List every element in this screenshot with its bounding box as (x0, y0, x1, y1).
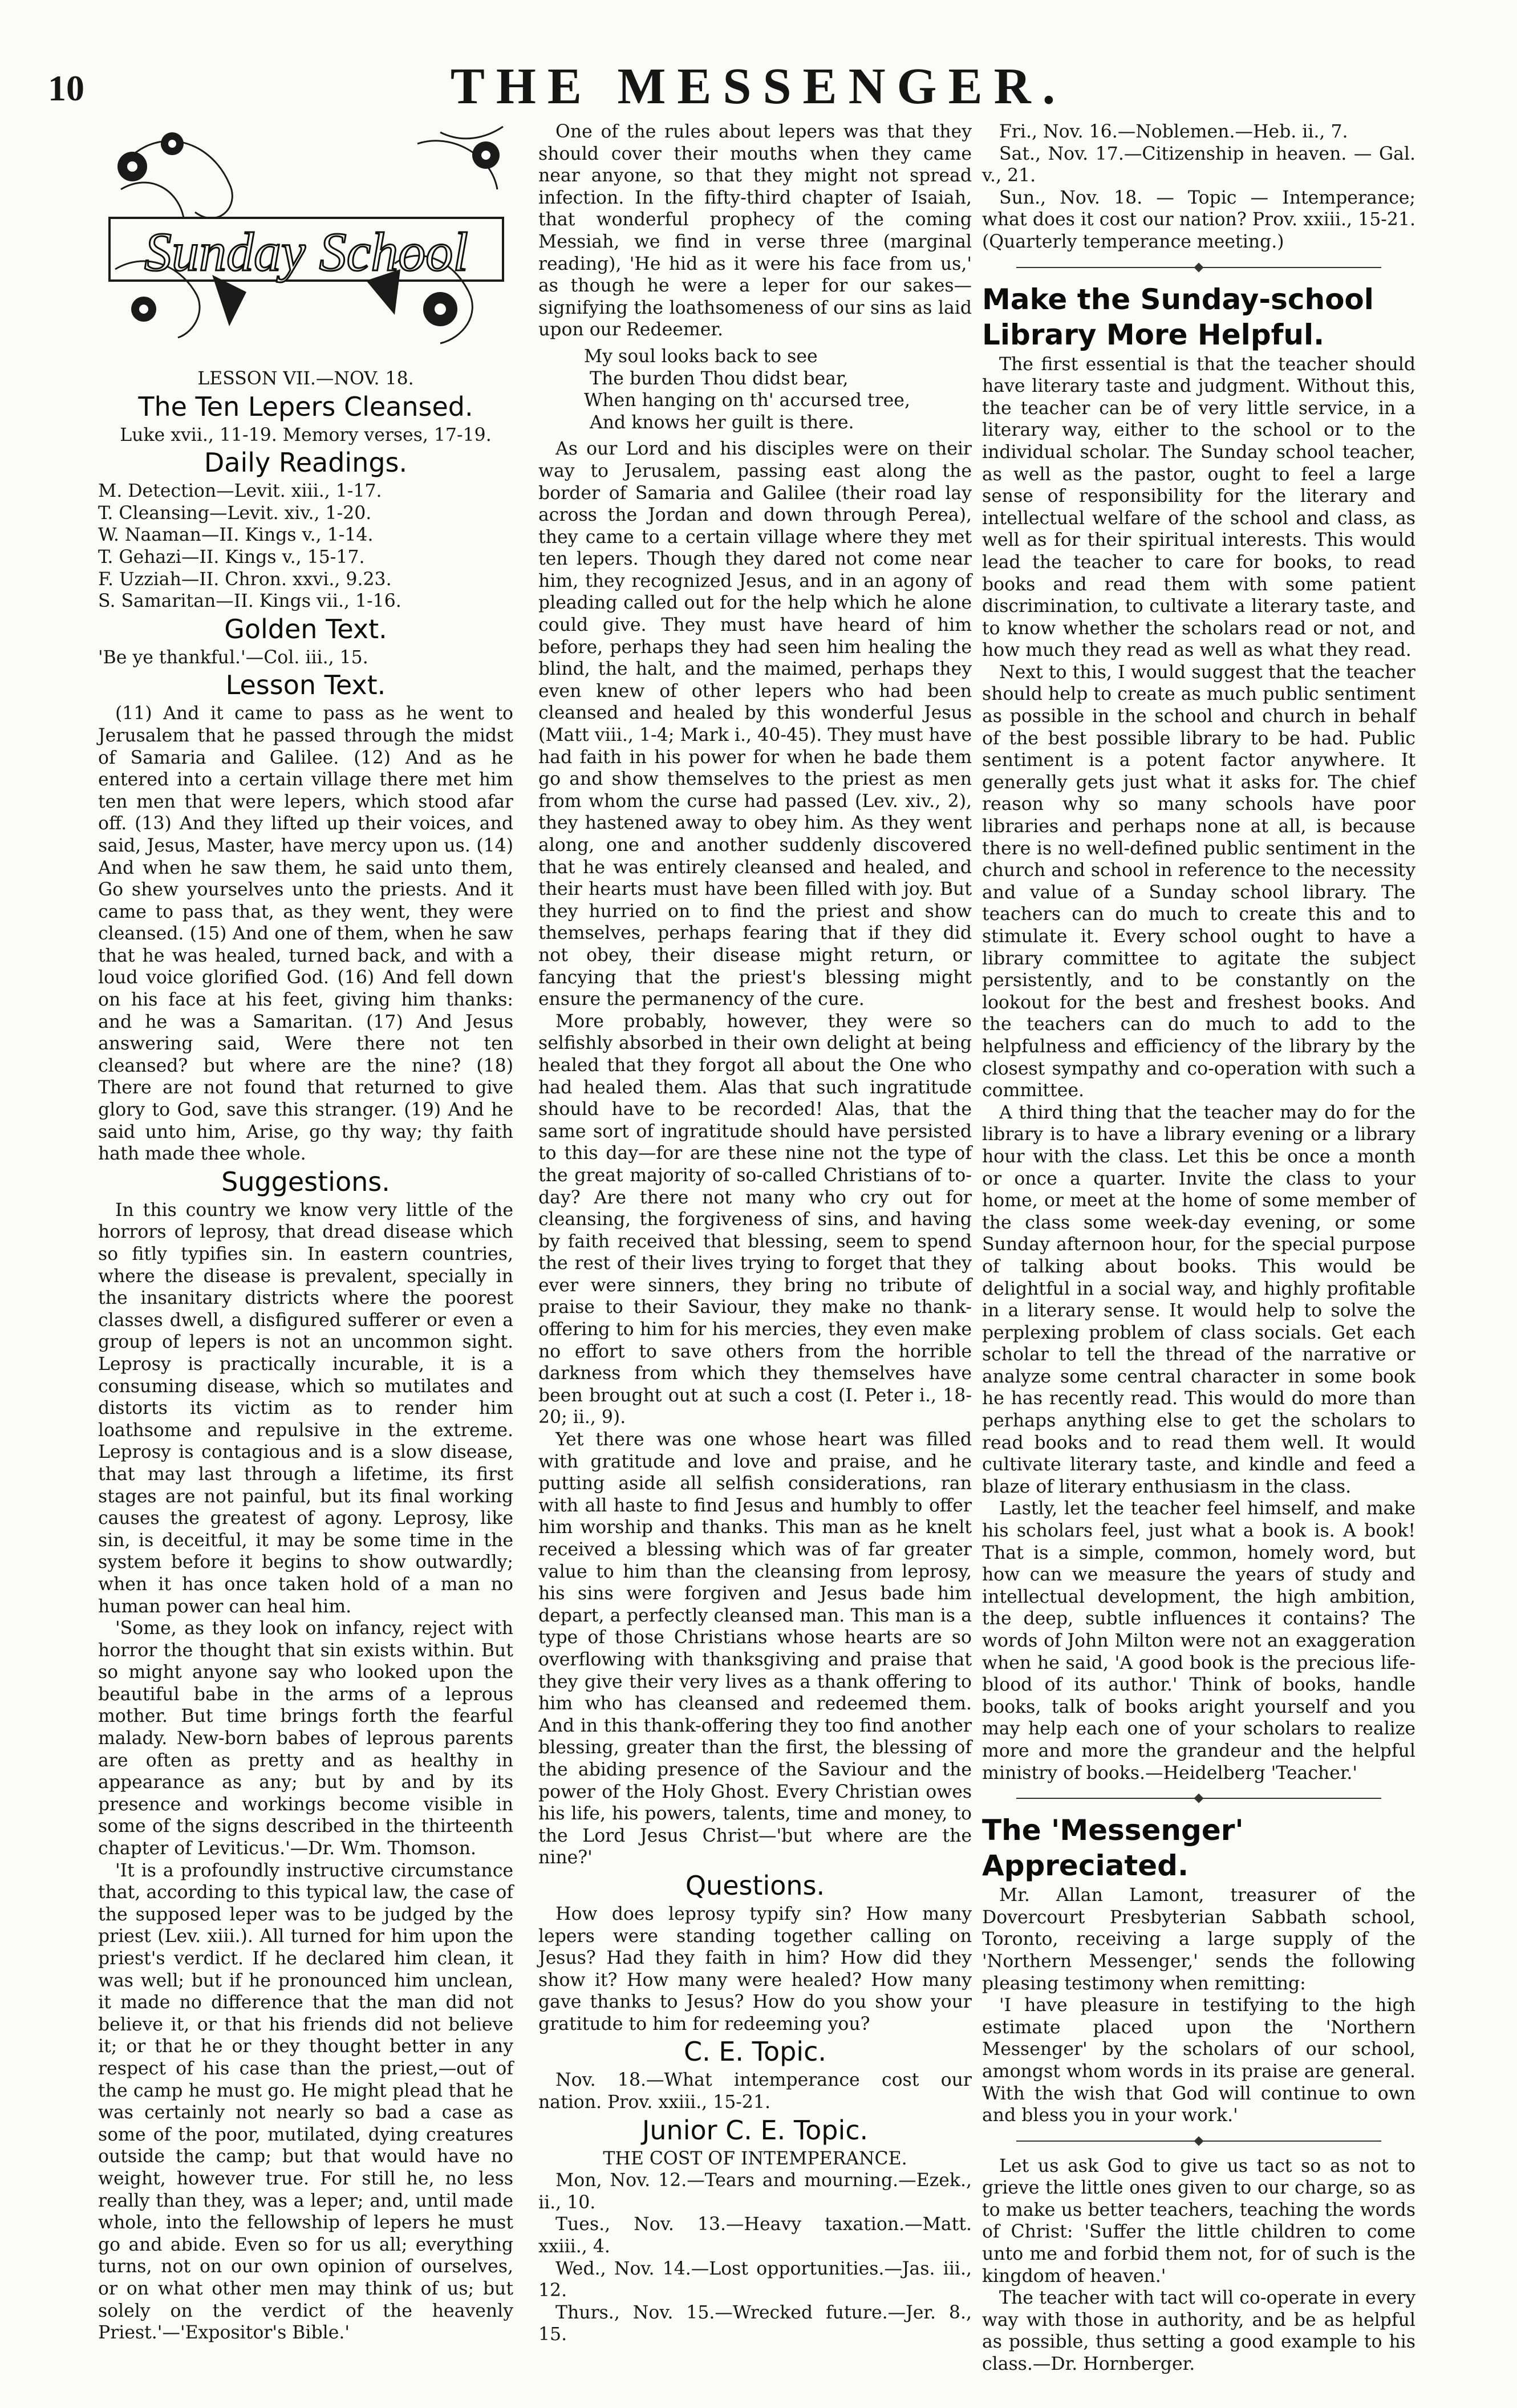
paragraph: In this country we know very little of the horrors of leprosy, that dread disease which so fitly typifies sin. In eastern countries, where the disease is prevalent, specially in the insanitary districts where the poorest classes dwell, a disfigured sufferer or even a group of lepers is not an uncommon sight. Leprosy is practically incurable, it is a consuming disease, which so mutilates and distorts its victim as to render him loathsome and repulsive in the extreme. Leprosy is contagious and is a slow disease, that may last through a lifetime, its first stages are not painful, but its final working causes the greatest of agony. Leprosy, like sin, is deceitful, it may be some time in the system before it begins to show outwardly; when it has once taken hold of a man no human power can heal him. (98, 1199, 513, 1617)
page-header (0, 0, 1517, 120)
divider (1016, 2141, 1381, 2142)
paragraph: Yet there was one whose heart was filled with gratitude and love and praise, and he putting aside all selfish considerations, ran with all haste to find Jesus and humbly to offer him worship and thanks. This man as he knelt received a blessing which was of far greater value to him than the cleansing from leprosy, his sins were forgiven and Jesus bade him depart, a perfectly cleansed man. This man is a type of those Christians whose hearts are so overflowing with thanksgiving and praise that they give their very lives as a thank offering to him who has cleansed and redeemed them. And in this thank-offering they too find another blessing, greater than the first, the blessing of the abiding presence of the Saviour and the power of the Holy Ghost. Every Christian owes his life, his powers, talents, time and money, to the Lord Jesus Christ—'but where are the nine?' (538, 1429, 972, 1868)
lesson-title: The Ten Lepers Cleansed. (138, 391, 473, 422)
list-item: Thurs., Nov. 15.—Wrecked future.—Jer. 8., 15. (538, 2302, 972, 2345)
column-middle (538, 121, 972, 2346)
lesson-reference: Luke xvii., 11-19. Memory verses, 17-19. (120, 424, 492, 445)
lesson-text-heading: Lesson Text. (225, 670, 386, 701)
paragraph: The teacher with tact will co-operate in every way with those in authority, and be as helpful as possible, thus setting a good example to his class.—Dr. Hornberger. (982, 2288, 1415, 2375)
column-left (98, 121, 513, 2344)
column-right (982, 121, 1415, 2375)
lesson-text: (11) And it came to pass as he went to Jerusalem that he passed through the midst of Samaria and Galilee. (12) And as he entered into a certain village there met him ten men that were lepers, which stood afar off. (13) And they lifted up their voices, and said, Jesus, Master, have mercy upon us. (14) And when he saw them, he said unto them, Go shew yourselves unto the priests. And it came to pass that, as they went, they were cleansed. (15) And one of them, when he saw that he was healed, turned back, and with a loud voice glorified God. (16) And fell down on his face at his feet, giving him thanks: and he was a Samaritan. (17) And Jesus answering said, Were there not ten cleansed? but where are the nine? (18) There are not found that returned to give glory to God, save this stranger. (19) And he said unto him, Arise, go thy way; thy faith hath made thee whole. (98, 703, 513, 1165)
list-item: T. Gehazi—II. Kings v., 15-17. (98, 546, 365, 567)
list-item: Fri., Nov. 16.—Noblemen.—Heb. ii., 7. (999, 121, 1348, 142)
poem-line: My soul looks back to see (584, 346, 818, 367)
suggestions-heading: Suggestions. (221, 1166, 390, 1197)
list-item: W. Naaman—II. Kings v., 1-14. (98, 525, 374, 546)
list-item: F. Uzziah—II. Chron. xxvi., 9.23. (98, 569, 392, 590)
paragraph: 'It is a profoundly instructive circumstance that, according to this typical law, the case of the supposed leper was to be judged by the priest (Lev. xiii.). All turned for him upon the priest's verdict. If he declared him clean, it was well; but if he pronounced him unclean, it made no difference that the man did not believe it, or that his friends did not believe it; or that he or they thought better in any respect of his case than the priest,—out of the camp he must go. He might plead that he was certainly not nearly so bad a case as some of the poor, mutilated, dying creatures outside the camp; but that would have no weight, however true. For still he, no less really than they, was a leper; and, until made whole, into the fellowship of lepers he must go and abide. Even so for us all; everything turns, not on our own opinion of ourselves, or on what other men may think of us; but solely on the verdict of the heavenly Priest.'—'Expositor's Bible.' (98, 1860, 513, 2344)
paragraph: More probably, however, they were so selfishly absorbed in their own delight at being healed that they forgot all about the One who had healed them. Alas that such ingratitude should have to be recorded! Alas, that the same sort of ingratitude should have persisted to this day—for are these nine not the type of the great majority of so-called Christians of to-day? Are there not many who cry out for cleansing, the forgiveness of sins, and having by faith received that blessing, seem to spend the rest of their lives trying to forget that they ever were sinners, they bring no tribute of praise to their Saviour, they make no thank-offering to him for his mercies, they even make no effort to save others from the horrible darkness from which they themselves have been brought out at such a cost (I. Peter i., 18-20; ii., 9). (538, 1011, 972, 1428)
paragraph: 'I have pleasure in testifying to the high estimate placed upon the 'Northern Messenger' by the scholars of our school, amongst whom words in its praise are general. With the wish that God will continue to own and bless you in your work.' (982, 1995, 1415, 2126)
list-item: Sat., Nov. 17.—Citizenship in heaven. — Gal. v., 21. (982, 143, 1415, 187)
paragraph: Mr. Allan Lamont, treasurer of the Dovercourt Presbyterian Sabbath school, Toronto, receiving a large supply of the 'Northern Messenger,' sends the following pleasing testimony when remitting: (982, 1885, 1415, 1994)
list-item: T. Cleansing—Levit. xiv., 1-20. (98, 502, 372, 524)
sunday-school-banner (98, 121, 513, 352)
appreciated-article-heading: The 'Messenger' Appreciated. (982, 1814, 1244, 1883)
page-number: 10 (48, 68, 84, 108)
paragraph: Lastly, let the teacher feel himself, and make his scholars feel, just what a book is. A book! That is a simple, common, homely word, but how can we measure the years of study and intellectual development, the high ambition, the deep, subtle influences it contains? The words of John Milton were not an exaggeration when he said, 'A good book is the precious life-blood of its author.' Think of books, handle books, talk of books aright yourself and you may help each one of your scholars to realize more and more the grandeur and the helpful ministry of books.—Heidelberg 'Teacher.' (982, 1498, 1415, 1783)
poem-line: And knows her guilt is there. (590, 412, 854, 433)
list-item: S. Samaritan—II. Kings vii., 1-16. (98, 591, 401, 612)
paragraph: The first essential is that the teacher should have literary taste and judgment. Without this, the teacher can be of very little service, in a literary way, either to the school or to the individual scholar. The Sunday school teacher, as well as the pastor, ought to feel a large sense of responsibility for the literary and intellectual welfare of the school and class, as well as for their spiritual interests. This would lead the teacher to care for books, to read books and read them with some patient discrimination, to cultivate a literary taste, and to know whether the scholars read or not, and how much they read as well as what they read. (982, 354, 1415, 661)
poem-line: The burden Thou didst bear, (590, 368, 849, 389)
paragraph: A third thing that the teacher may do for the library is to have a library evening or a library hour with the class. Let this be once a month or once a quarter. Invite the class to your home, or meet at the home of some member of the class some week-day evening, or some Sunday afternoon hour, for the special purpose of talking about books. This would be delightful in a social way, and highly profitable in a literary sense. It would help to solve the perplexing problem of class socials. Get each scholar to tell the thread of the narrative or analyze some central character in some book he has recently read. This would do more than perhaps anything else to get the scholars to read books and to read them well. It would cultivate literary taste, and kindle and feed a blaze of literary enthusiasm in the class. (982, 1102, 1415, 1497)
golden-text-heading: Golden Text. (224, 613, 387, 644)
questions-text: How does leprosy typify sin? How many lepers were standing together calling on Jesus? Had they faith in him? How did they show it? How many were healed? How many gave thanks to Jesus? How do you show your gratitude to him for redeeming you? (538, 1903, 972, 2034)
junior-ce-topic-heading: Junior C. E. Topic. (642, 2114, 869, 2146)
ce-topic-heading: C. E. Topic. (684, 2036, 826, 2068)
masthead-title: THE MESSENGER. (450, 58, 1067, 115)
banner-title: Sunday School (144, 221, 468, 282)
poem (584, 346, 972, 433)
list-item: Tues., Nov. 13.—Heavy taxation.—Matt. xxiii., 4. (538, 2214, 972, 2257)
ce-topic-text: Nov. 18.—What intemperance cost our nation. Prov. xxiii., 15-21. (538, 2070, 972, 2113)
divider (1016, 267, 1381, 268)
golden-text: 'Be ye thankful.'—Col. iii., 15. (98, 647, 368, 668)
paragraph: Let us ask God to give us tact so as not to grieve the little ones given to our charge, so as to make us better teachers, teaching the words of Christ: 'Suffer the little children to come unto me and forbid them not, for of such is the kingdom of heaven.' (982, 2155, 1415, 2287)
lesson-label: LESSON VII.—NOV. 18. (197, 368, 414, 389)
paragraph: Next to this, I would suggest that the teacher should help to create as much public sentiment as possible in the school and church in behalf of the best possible library to be had. Public sentiment is a potent factor anywhere. It generally gets just what it asks for. The chief reason why so many schools have poor libraries and perhaps none at all, is because there is no well-defined public sentiment in the church and school in reference to the necessity and value of a Sunday school library. The teachers can do much to create this and to stimulate it. Every school ought to have a library committee to agitate the subject persistently, and to be constantly on the lookout for the best and freshest books. And the teachers can do much to add to the helpfulness and efficiency of the library by the closest sympathy and co-operation with such a committee. (982, 662, 1415, 1101)
list-item: Mon, Nov. 12.—Tears and mourning.—Ezek., ii., 10. (538, 2170, 972, 2213)
list-item: M. Detection—Levit. xiii., 1-17. (98, 481, 382, 502)
divider (1016, 1798, 1381, 1799)
list-item: Wed., Nov. 14.—Lost opportunities.—Jas. iii., 12. (538, 2258, 972, 2301)
list-item: Sun., Nov. 18. — Topic — Intemperance; what does it cost our nation? Prov. xxiii., 15-21. (Quarterly temperance meeting.) (982, 187, 1415, 252)
paragraph: As our Lord and his disciples were on their way to Jerusalem, passing east along the border of Samaria and Galilee (their road lay across the Jordan and down through Perea), they came to a certain village where they met ten lepers. Though they dared not come near him, they recognized Jesus, and in an agony of pleading called out for the help which he alone could give. They must have heard of him before, perhaps they had seen him healing the blind, the halt, and the maimed, perhaps they even knew of other lepers who had been cleansed and healed by this wonderful Jesus (Matt viii., 1-4; Mark i., 40-45). They must have had faith in his power for when he bade them go and show themselves to the priest as men from whom the curse had passed (Lev. xiv., 2), they hastened away to obey him. As they went along, one and another suddenly discovered that he was entirely cleansed and healed, and their hearts must have been filled with joy. But they hurried on to find the priest and show themselves, perhaps fearing that if they did not obey, their disease might return, or fancying that the priest's blessing might ensure the permanency of the cure. (538, 439, 972, 1010)
paragraph: 'Some, as they look on infancy, reject with horror the thought that sin exists within. But so might anyone say who looked upon the beautiful babe in the arms of a leprous mother. But time brings forth the fearful malady. New-born babes of leprous parents are often as pretty and as healthy in appearance as any; but by and by its presence and workings become visible in some of the signs described in the thirteenth chapter of Leviticus.'—Dr. Wm. Thomson. (98, 1618, 513, 1859)
daily-readings-heading: Daily Readings. (204, 447, 408, 479)
junior-ce-subheading: THE COST OF INTEMPERANCE. (603, 2148, 907, 2169)
paragraph: One of the rules about lepers was that they should cover their mouths when they came near anyone, so that they might not spread infection. In the fifty-third chapter of Isaiah, that wonderful prophecy of the coming Messiah, we find in verse three (marginal reading), 'He hid as it were his face from us,' as though he were a leper for our sakes—signifying the loathsomeness of our sins as laid upon our Redeemer. (538, 121, 972, 340)
questions-heading: Questions. (685, 1870, 825, 1901)
library-article-heading: Make the Sunday-school Library More Helpful. (982, 282, 1374, 351)
daily-readings-list (98, 480, 513, 613)
poem-line: When hanging on th' accursed tree, (584, 390, 910, 411)
